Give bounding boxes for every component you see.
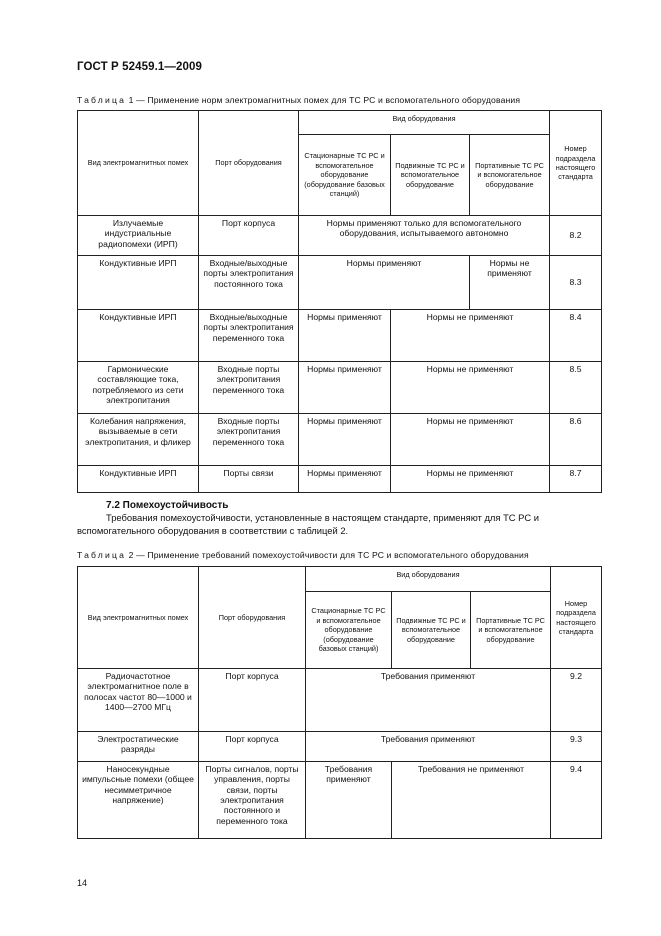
t1-r5-req-other: Нормы не применяют: [391, 414, 550, 466]
t1-r2-req-portable: Нормы не применяют: [470, 256, 550, 310]
document-header: ГОСТ Р 52459.1—2009: [77, 61, 202, 73]
t2-r1-type: Радиочастотное электромагнитное поле в полосах частот 80—1000 и 1400—2700 МГц: [78, 669, 199, 732]
table2: [77, 566, 602, 839]
t2-r2-port: Порт корпуса: [199, 732, 306, 762]
t2-r3-req-stationary: Требования применяют: [306, 762, 392, 839]
t1-r4-section: 8.5: [550, 362, 602, 414]
t1-r4-port: Входные порты электропитания переменного тока: [199, 362, 299, 414]
t1-r5-req-stationary: Нормы применяют: [299, 414, 391, 466]
t1-r6-section: 8.7: [550, 466, 602, 493]
table-row: [78, 669, 602, 732]
table1-caption-text: 1 — Применение норм электромагнитных помех для ТС РС и вспомогательного оборудования: [128, 95, 521, 105]
t2-head-port: Порт оборудования: [199, 567, 306, 669]
t2-r1-requirement: Требования применяют: [306, 669, 551, 732]
t2-head-mobile: Подвижные ТС РС и вспомогательное оборудование: [392, 592, 471, 669]
t2-r3-type: Наносекундные импульсные помехи (общее несимметричное напряжение): [78, 762, 199, 839]
table-row: [78, 466, 602, 493]
table1-caption-label: Таблица: [77, 95, 127, 105]
table-row: [78, 310, 602, 362]
table-row: [78, 732, 602, 762]
t2-r2-section: 9.3: [551, 732, 602, 762]
t1-r6-req-other: Нормы не применяют: [391, 466, 550, 493]
t1-r4-req-stationary: Нормы применяют: [299, 362, 391, 414]
table-row: [78, 216, 602, 256]
t1-r2-type: Кондуктивные ИРП: [78, 256, 199, 310]
t1-r5-port: Входные порты электропитания переменного тока: [199, 414, 299, 466]
t1-r4-type: Гармонические составляющие тока, потребляемого из сети электропитания: [78, 362, 199, 414]
t1-head-port: Порт оборудования: [199, 111, 299, 216]
t1-r5-section: 8.6: [550, 414, 602, 466]
t1-r2-section: 8.3: [550, 256, 602, 310]
table-row: [78, 256, 602, 310]
table-row: [78, 362, 602, 414]
table2-caption-text: 2 — Применение требований помехоустойчивости для ТС РС и вспомогательного оборудования: [128, 550, 529, 560]
t1-r5-type: Колебания напряжения, вызываемые в сети электропитания, и фликер: [78, 414, 199, 466]
t1-r3-type: Кондуктивные ИРП: [78, 310, 199, 362]
t1-r6-type: Кондуктивные ИРП: [78, 466, 199, 493]
table1-caption: [77, 95, 520, 105]
table2-caption: [77, 550, 529, 560]
t2-r1-port: Порт корпуса: [199, 669, 306, 732]
t1-r6-req-stationary: Нормы применяют: [299, 466, 391, 493]
table2-caption-label: Таблица: [77, 550, 127, 560]
t2-r2-type: Электростатические разряды: [78, 732, 199, 762]
t2-head-stationary: Стационарные ТС РС и вспомогательное оборудование (оборудование базовых станций): [306, 592, 392, 669]
table-row: [78, 762, 602, 839]
section-title: 7.2 Помехоустойчивость: [106, 500, 229, 511]
t1-r1-type: Излучаемые индустриальные радиопомехи (ИРП): [78, 216, 199, 256]
t1-r3-req-other: Нормы не применяют: [391, 310, 550, 362]
t1-r1-port: Порт корпуса: [199, 216, 299, 256]
t1-r1-requirement: Нормы применяют только для вспомогательного оборудования, испытываемого автономно: [299, 216, 550, 256]
t1-r1-section: 8.2: [550, 216, 602, 256]
t1-r2-port: Входные/выходные порты электропитания постоянного тока: [199, 256, 299, 310]
t1-head-stationary: Стационарные ТС РС и вспомогательное оборудование (оборудование базовых станций): [299, 135, 391, 216]
t1-head-section: Номер подраздела настоящего стандарта: [550, 111, 602, 216]
t2-r3-port: Порты сигналов, порты управления, порты связи, порты электропитания постоянного и переменного тока: [199, 762, 306, 839]
table1: [77, 110, 602, 493]
t1-r4-req-other: Нормы не применяют: [391, 362, 550, 414]
section-paragraph: Требования помехоустойчивости, установленные в настоящем стандарте, применяют для ТС РС и вспомогательного оборудования в соответствии с таблицей 2.: [77, 512, 539, 536]
t1-head-group: Вид оборудования: [299, 111, 550, 135]
t2-r3-section: 9.4: [551, 762, 602, 839]
t1-r3-port: Входные/выходные порты электропитания переменного тока: [199, 310, 299, 362]
t1-r6-port: Порты связи: [199, 466, 299, 493]
t1-r2-req-stationary-mobile: Нормы применяют: [299, 256, 470, 310]
t2-head-section: Номер подраздела настоящего стандарта: [551, 567, 602, 669]
t1-r3-section: 8.4: [550, 310, 602, 362]
t2-r2-requirement: Требования применяют: [306, 732, 551, 762]
t2-r3-req-other: Требования не применяют: [392, 762, 551, 839]
t1-head-portable: Портативные ТС РС и вспомогательное оборудование: [470, 135, 550, 216]
page-number: 14: [77, 878, 88, 888]
t2-head-type: Вид электромагнитных помех: [78, 567, 199, 669]
table-row: [78, 414, 602, 466]
t1-head-mobile: Подвижные ТС РС и вспомогательное оборудование: [391, 135, 470, 216]
t2-head-portable: Портативные ТС РС и вспомогательное оборудование: [471, 592, 551, 669]
t1-head-type: Вид электромагнитных помех: [78, 111, 199, 216]
t2-head-group: Вид оборудования: [306, 567, 551, 592]
t2-r1-section: 9.2: [551, 669, 602, 732]
t1-r3-req-stationary: Нормы применяют: [299, 310, 391, 362]
